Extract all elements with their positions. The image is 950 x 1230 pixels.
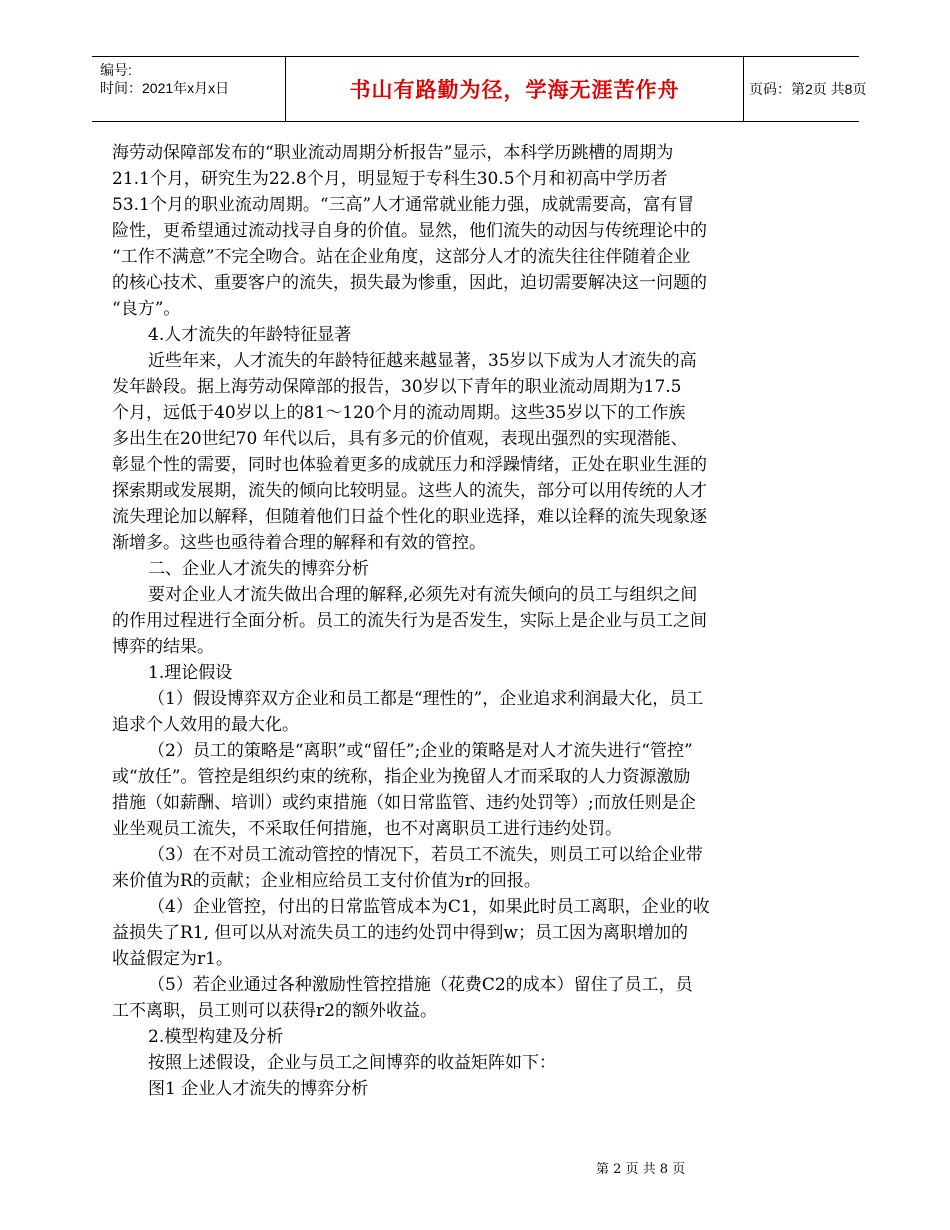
body-line: 措施（如薪酬、培训）或约束措施（如日常监管、违约处罚等）;而放任则是企	[112, 793, 696, 813]
body-line: （1）假设博弈双方企业和员工都是“理性的”，企业追求利润最大化，员工	[148, 689, 704, 709]
body-line: 近些年来，人才流失的年龄特征越来越显著，35岁以下成为人才流失的高	[148, 351, 697, 371]
body-line: 个月，远低于40岁以上的81～120个月的流动周期。这些35岁以下的工作族	[112, 403, 686, 423]
header-page-cell	[743, 57, 867, 121]
body-line: 发年龄段。据上海劳动保障部的报告，30岁以下青年的职业流动周期为17.5	[112, 377, 682, 397]
body-line: 的作用过程进行全面分析。员工的流失行为是否发生，实际上是企业与员工之间	[112, 611, 707, 631]
body-line: 1.理论假设	[148, 663, 233, 683]
body-line: 二、企业人才流失的博弈分析	[148, 559, 369, 579]
body-line: 追求个人效用的最大化。	[112, 715, 299, 735]
body-line: 工不离职，员工则可以获得r2的额外收益。	[112, 1001, 437, 1021]
body-line: 彰显个性的需要，同时也体验着更多的成就压力和浮躁情绪，正处在职业生涯的	[112, 455, 707, 475]
body-line: 探索期或发展期，流失的倾向比较明显。这些人的流失，部分可以用传统的人才	[112, 481, 707, 501]
header-left-cell	[92, 57, 285, 121]
body-line: 海劳动保障部发布的“职业流动周期分析报告”显示，本科学历跳槽的周期为	[112, 143, 674, 163]
page-header	[92, 56, 867, 122]
body-line: “工作不满意”不完全吻合。站在企业角度，这部分人才的流失往往伴随着企业	[112, 247, 691, 267]
body-line: （4）企业管控，付出的日常监管成本为C1，如果此时员工离职，企业的收	[148, 897, 710, 917]
page-info: 页码：第2页 共8页	[749, 81, 867, 97]
body-line: （3）在不对员工流动管控的情况下，若员工不流失，则员工可以给企业带	[148, 845, 703, 865]
body-line: 要对企业人才流失做出合理的解释,必须先对有流失倾向的员工与组织之间	[148, 585, 698, 605]
body-line: 53.1个月的职业流动周期。“三高”人才通常就业能力强，成就需要高，富有冒	[112, 195, 695, 215]
body-line: 21.1个月，研究生为22.8个月，明显短于专科生30.5个月和初高中学历者	[112, 169, 668, 189]
body-line: 渐增多。这些也亟待着合理的解释和有效的管控。	[112, 533, 486, 553]
body-line: 流失理论加以解释，但随着他们日益个性化的职业选择，难以诠释的流失现象逐	[112, 507, 707, 527]
body-line: 业坐观员工流失，不采取任何措施，也不对离职员工进行违约处罚。	[112, 819, 622, 839]
body-line: 多出生在20世纪70 年代以后，具有多元的价值观，表现出强烈的实现潜能、	[112, 429, 688, 449]
body-line: 或“放任”。管控是组织约束的统称，指企业为挽留人才而采取的人力资源激励	[112, 767, 691, 787]
body-line: （5）若企业通过各种激励性管控措施（花费C2的成本）留住了员工，员	[148, 975, 693, 995]
body-line: 图1 企业人才流失的博弈分析	[148, 1079, 369, 1099]
body-line: 险性，更希望通过流动找寻自身的价值。显然，他们流失的动因与传统理论中的	[112, 221, 707, 241]
body-line: 收益假定为r1。	[112, 949, 233, 969]
body-line: “良方”。	[112, 299, 181, 319]
time-label: 时间：2021年x月x日	[100, 80, 230, 96]
body-line: 益损失了R1, 但可以从对流失员工的违约处罚中得到w；员工因为离职增加的	[112, 923, 688, 943]
body-line: 按照上述假设，企业与员工之间博弈的收益矩阵如下：	[148, 1053, 556, 1073]
body-line: 的核心技术、重要客户的流失，损失最为惨重，因此，迫切需要解决这一问题的	[112, 273, 707, 293]
body-line: 2.模型构建及分析	[148, 1027, 284, 1047]
body-line: 4.人才流失的年龄特征显著	[148, 325, 352, 345]
number-label: 编号:	[100, 62, 132, 78]
motto-text: 书山有路勤为径，学海无涯苦作舟	[349, 78, 680, 102]
body-line: 来价值为R的贡献；企业相应给员工支付价值为r的回报。	[112, 871, 541, 891]
body-line: 博弈的结果。	[112, 637, 214, 657]
document-body	[112, 140, 772, 1102]
header-motto-cell	[285, 57, 744, 121]
page-footer: 第 2 页 共 8 页	[596, 1162, 686, 1177]
body-line: （2）员工的策略是“离职”或“留任”;企业的策略是对人才流失进行“管控”	[148, 741, 693, 761]
